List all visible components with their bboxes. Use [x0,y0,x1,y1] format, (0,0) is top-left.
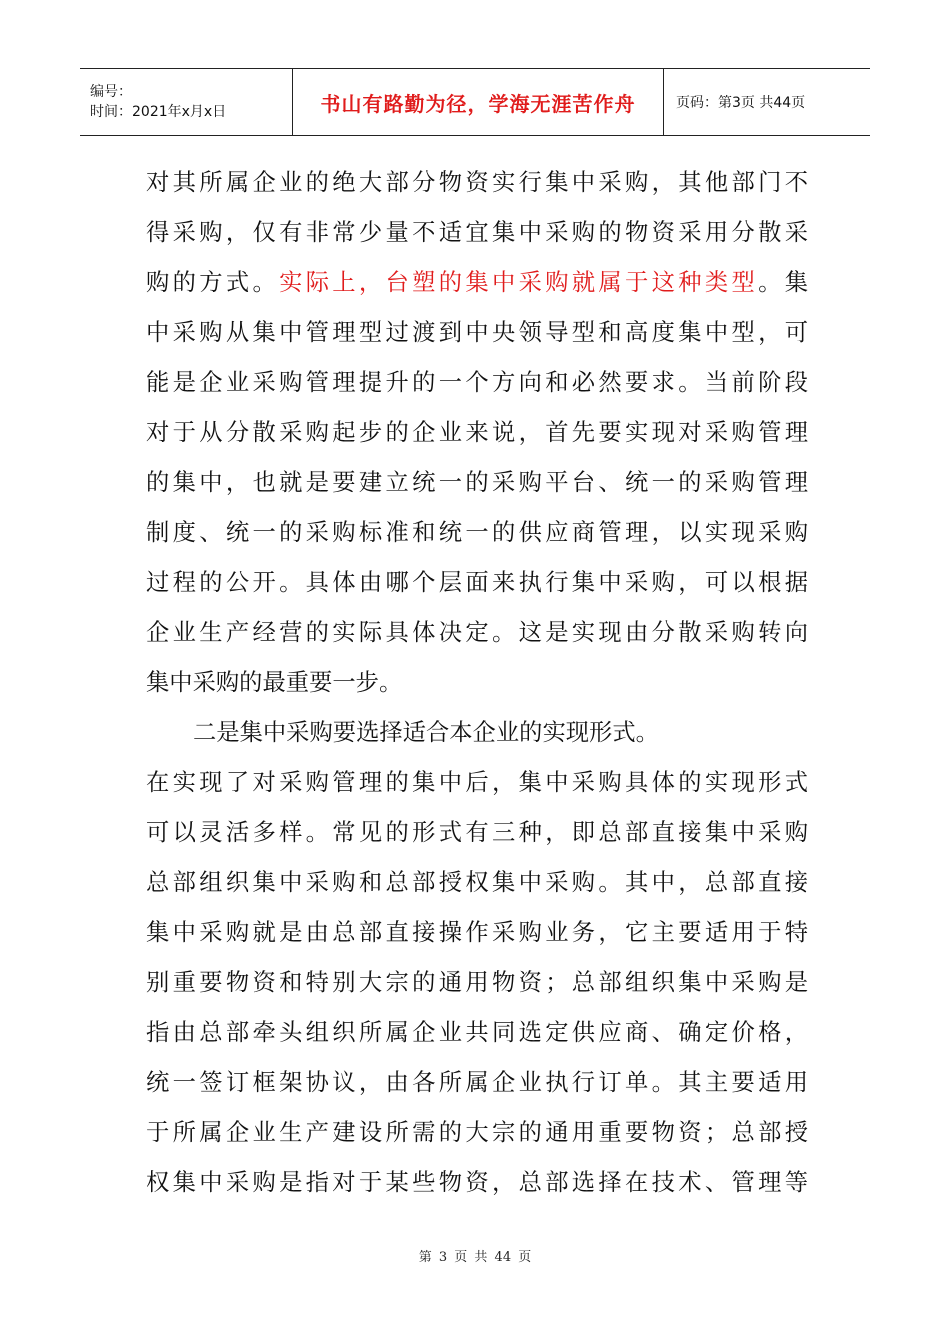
body-line: 在实现了对采购管理的集中后，集中采购具体的实现形式 [146,769,808,796]
document-number-label: 编号： [90,84,132,100]
body-line: 对其所属企业的绝大部分物资实行集中采购，其他部门不 [146,169,808,196]
body-line: 于所属企业生产建设所需的大宗的通用重要物资；总部授 [146,1119,808,1146]
highlighted-text: 实际上，台塑的集中采购就属于这种类型 [279,269,759,296]
body-text-segment: 购的方式。 [146,269,280,296]
body-line: 的集中，也就是要建立统一的采购平台、统一的采购管理 [146,469,808,496]
body-line: 能是企业采购管理提升的一个方向和必然要求。当前阶段 [146,369,808,396]
body-line-mixed [146,258,808,308]
body-line: 对于从分散采购起步的企业来说，首先要实现对采购管理 [146,419,808,446]
body-line: 集中采购的最重要一步。 [146,669,403,696]
header-page-info: 页码：第3页 共44页 [664,69,871,136]
body-line: 总部组织集中采购和总部授权集中采购。其中，总部直接 [146,869,808,896]
section-heading: 二是集中采购要选择适合本企业的实现形式。 [193,719,659,746]
body-line: 可以灵活多样。常见的形式有三种，即总部直接集中采购 [146,819,808,846]
body-line: 指由总部牵头组织所属企业共同选定供应商、确定价格， [146,1019,808,1046]
body-line: 过程的公开。具体由哪个层面来执行集中采购，可以根据 [146,569,808,596]
body-line: 统一签订框架协议，由各所属企业执行订单。其主要适用 [146,1069,808,1096]
header-meta [80,69,293,136]
page-footer: 第 3 页 共 44 页 [418,1250,532,1265]
body-line: 中采购从集中管理型过渡到中央领导型和高度集中型，可 [146,319,808,346]
body-line: 得采购，仅有非常少量不适宜集中采购的物资采用分散采 [146,219,808,246]
document-time-label: 时间：2021年x月x日 [90,104,227,120]
body-line: 集中采购就是由总部直接操作采购业务，它主要适用于特 [146,919,808,946]
body-line: 权集中采购是指对于某些物资，总部选择在技术、管理等 [146,1169,808,1196]
body-line: 制度、统一的采购标准和统一的供应商管理，以实现采购 [146,519,808,546]
body-text-segment: 。集 [758,269,809,296]
body-line: 企业生产经营的实际具体决定。这是实现由分散采购转向 [146,619,808,646]
document-body [146,158,808,1208]
document-header [80,68,870,136]
body-line: 别重要物资和特别大宗的通用物资；总部组织集中采购是 [146,969,808,996]
header-motto: 书山有路勤为径，学海无涯苦作舟 [320,91,636,116]
header-motto-cell [293,69,664,136]
